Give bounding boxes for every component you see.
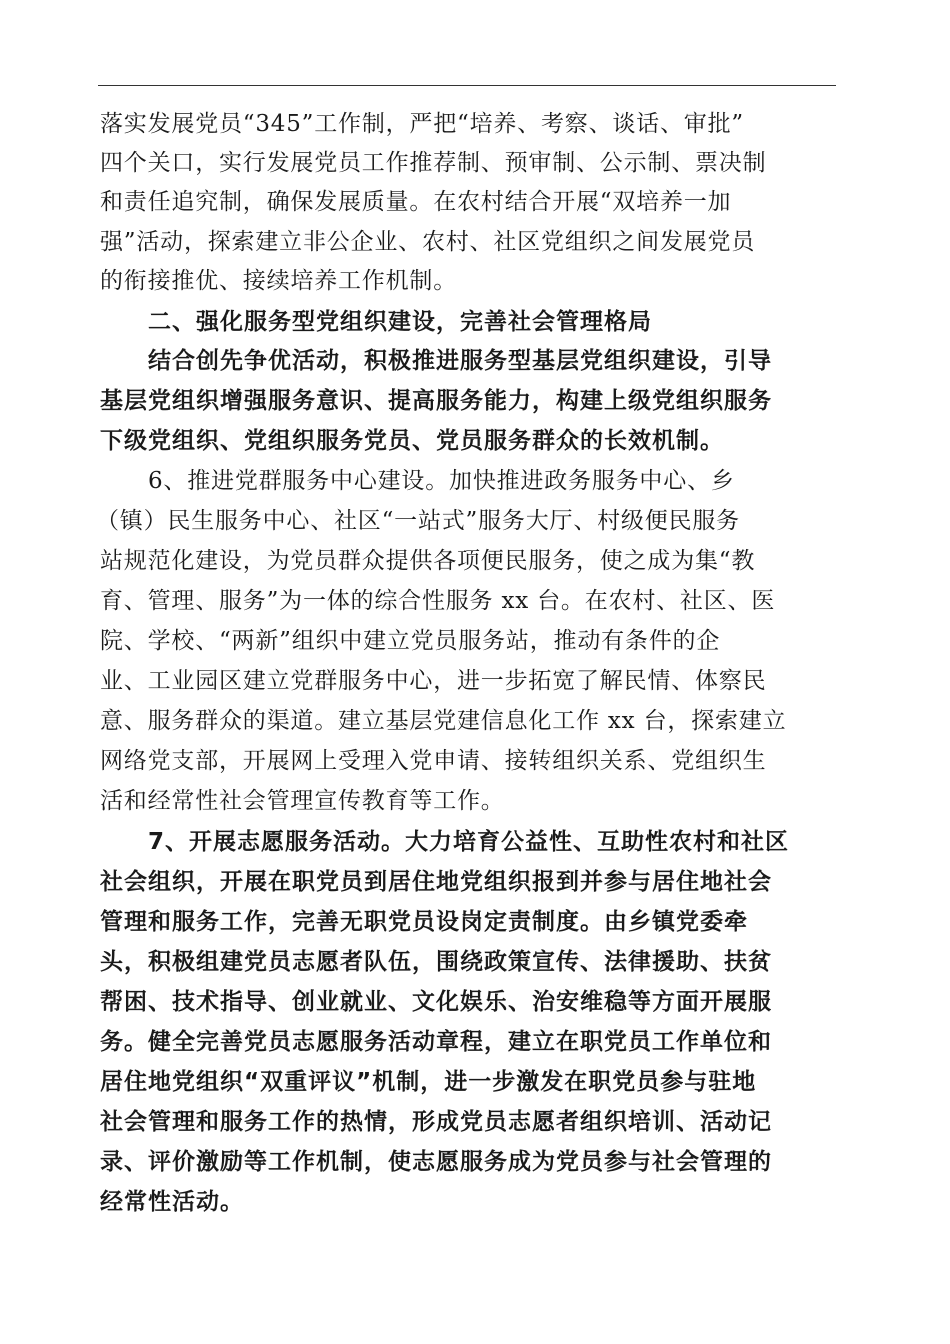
body-line: （镇）民生服务中心、社区“一站式”服务大厅、村级便民服务	[96, 508, 740, 534]
body-line: 活和经常性社会管理宣传教育等工作。	[100, 788, 505, 814]
body-line: 网络党支部，开展网上受理入党申请、接转组织关系、党组织生	[100, 748, 767, 774]
body-line-bold: 基层党组织增强服务意识、提高服务能力，构建上级党组织服务	[100, 388, 772, 414]
body-line-bold: 头，积极组建党员志愿者队伍，围绕政策宣传、法律援助、扶贫	[100, 949, 772, 975]
body-line: 落实发展党员“345”工作制，严把“培养、考察、谈话、审批”	[100, 111, 744, 137]
body-line-bold: 下级党组织、党组织服务党员、党员服务群众的长效机制。	[100, 428, 724, 454]
body-line: 6、推进党群服务中心建设。加快推进政务服务中心、乡	[148, 468, 735, 494]
body-line-bold: 社会管理和服务工作的热情，形成党员志愿者组织培训、活动记	[100, 1109, 772, 1135]
body-line: 站规范化建设，为党员群众提供各项便民服务，使之成为集“教	[100, 548, 756, 574]
body-line-bold: 社会组织，开展在职党员到居住地党组织报到并参与居住地社会	[100, 869, 772, 895]
section-heading: 二、强化服务型党组织建设，完善社会管理格局	[148, 309, 652, 335]
body-line: 和责任追究制，确保发展质量。在农村结合开展“双培养一加	[100, 189, 732, 215]
body-line-bold: 居住地党组织“双重评议”机制，进一步激发在职党员参与驻地	[100, 1069, 757, 1095]
body-line-bold: 务。健全完善党员志愿服务活动章程，建立在职党员工作单位和	[100, 1029, 772, 1055]
body-line: 四个关口，实行发展党员工作推荐制、预审制、公示制、票决制	[100, 150, 767, 176]
body-line: 业、工业园区建立党群服务中心，进一步拓宽了解民情、体察民	[100, 668, 767, 694]
body-line-bold: 录、评价激励等工作机制，使志愿服务成为党员参与社会管理的	[100, 1149, 772, 1175]
body-line-bold: 经常性活动。	[100, 1189, 244, 1215]
body-line: 的衔接推优、接续培养工作机制。	[100, 268, 457, 294]
body-line-bold: 结合创先争优活动，积极推进服务型基层党组织建设，引导	[148, 348, 772, 374]
body-line: 意、服务群众的渠道。建立基层党建信息化工作 xx 台，探索建立	[100, 708, 787, 734]
body-line: 院、学校、“两新”组织中建立党员服务站，推动有条件的企	[100, 628, 721, 654]
body-line: 强”活动，探索建立非公企业、农村、社区党组织之间发展党员	[100, 229, 756, 255]
body-line-bold: 管理和服务工作，完善无职党员设岗定责制度。由乡镇党委牵	[100, 909, 748, 935]
body-line: 育、管理、服务”为一体的综合性服务 xx 台。在农村、社区、医	[100, 588, 776, 614]
header-rule	[98, 85, 836, 86]
body-line-bold: 帮困、技术指导、创业就业、文化娱乐、治安维稳等方面开展服	[100, 989, 772, 1015]
body-line-bold: 7、开展志愿服务活动。大力培育公益性、互助性农村和社区	[148, 829, 790, 855]
